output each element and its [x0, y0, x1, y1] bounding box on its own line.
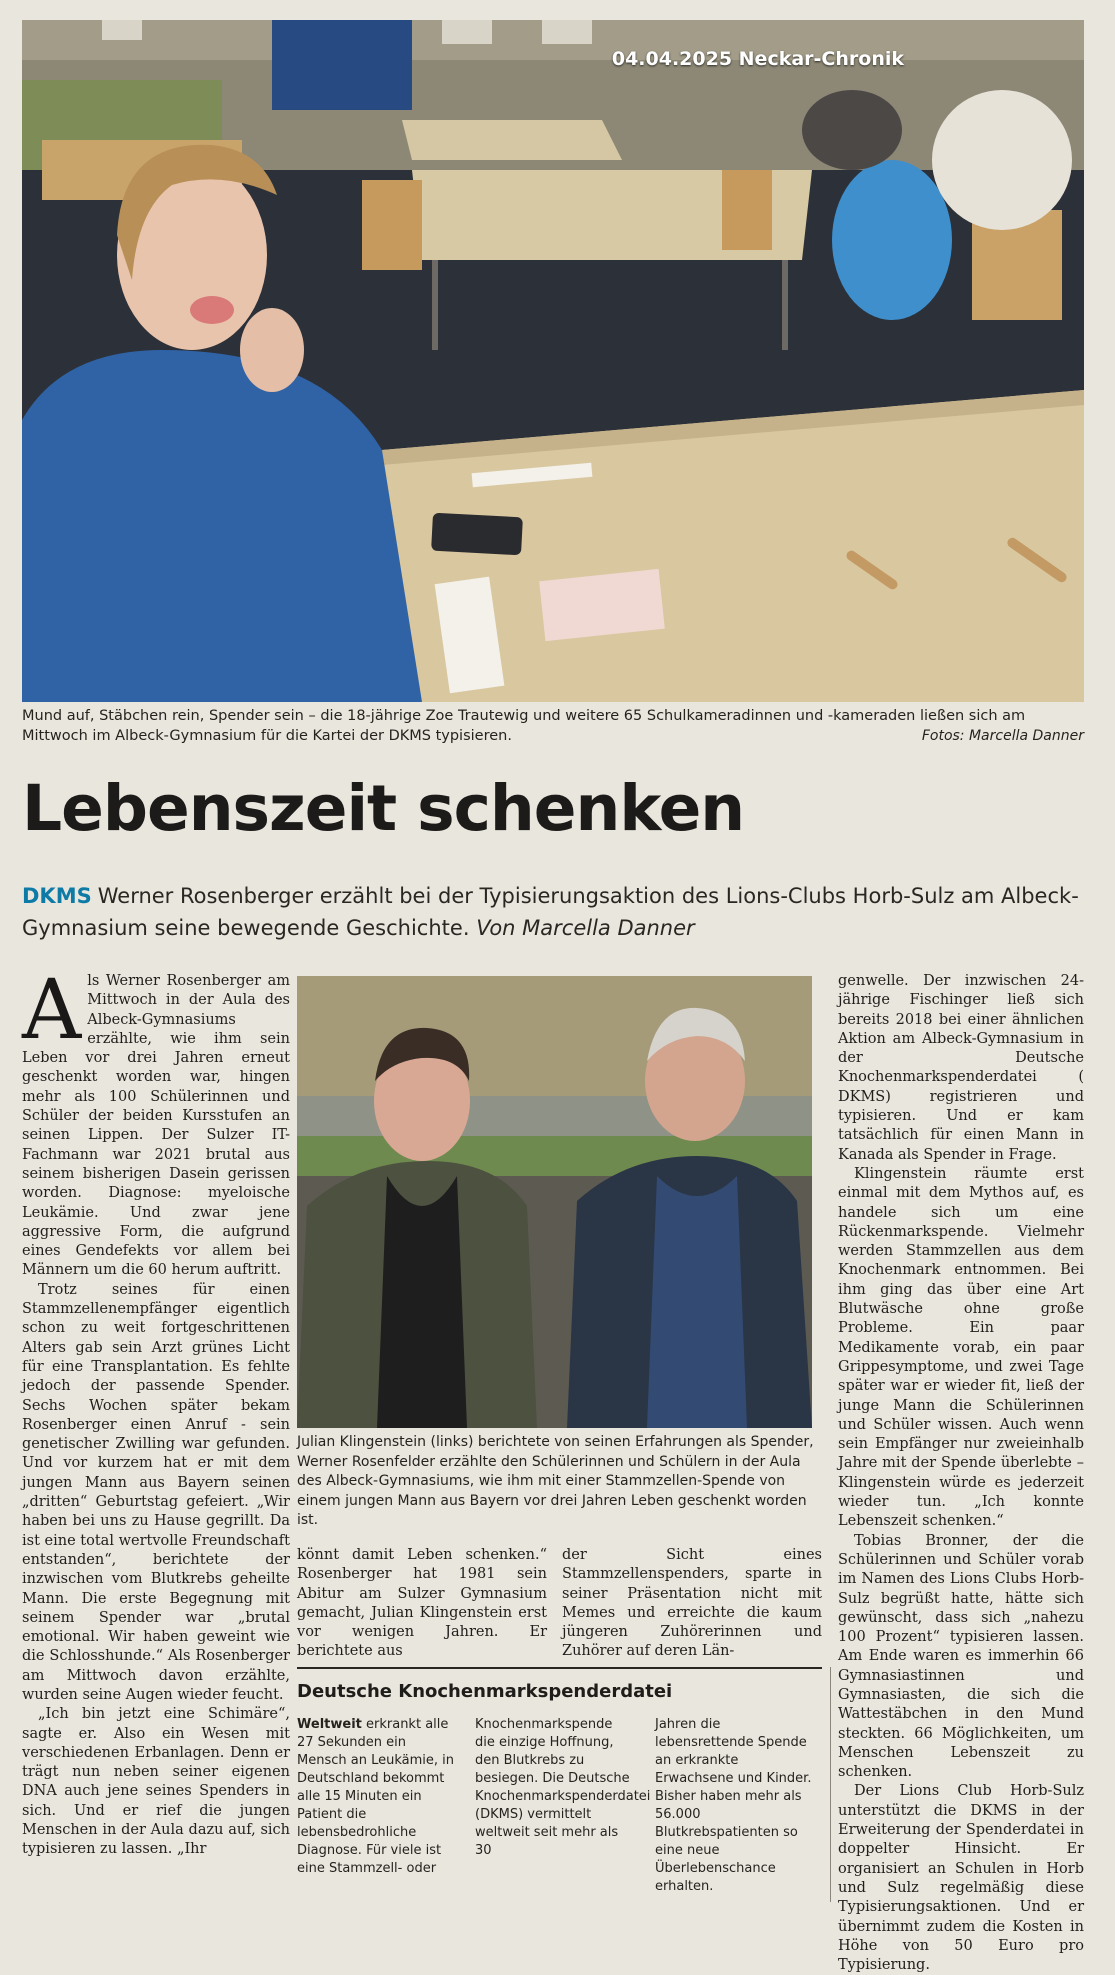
paragraph: Der Lions Club Horb-Sulz unterstützt die DKMS in der Erweiterung der Spenderdatei in doppelter Hinsicht. Er organisiert an Schulen in Horb und Sulz regelmäßig diese Typisierungsaktionen. Und er übernimmt zudem die Kosten in Höhe von 50 Euro pro Typisierung. — [838, 1783, 1084, 1974]
subhead-author: Von Marcella Danner — [476, 916, 695, 940]
paragraph: könnt damit Leben schenken.“ Rosenberger hat 1981 sein Abitur am Sulzer Gymnasium gemacht, Julian Klingenstein erst vor wenigen Jahren. Er berichtete aus — [297, 1547, 547, 1660]
portrait-photo — [297, 976, 812, 1428]
body-column-4 — [838, 972, 1084, 1974]
paragraph: genwelle. Der inzwischen 24-jährige Fischinger ließ sich bereits 2018 bei einer ähnlichen Aktion am Albeck-Gymnasium in der Deutsche Knochenmarkspenderdatei ( DKMS) registrieren und typisieren. Und er kam tatsächlich für einen Mann in Kanada als Spender in Frage. — [838, 973, 1084, 1163]
classroom-photo-illustration — [22, 20, 1084, 702]
column-rule — [830, 1667, 831, 1902]
body-column-3 — [562, 1546, 822, 1666]
paragraph: der Sicht eines Stammzellenspenders, sparte in seiner Präsentation nicht mit Memes und erreichte die kaum jüngeren Zuhörerinnen und Zuhörer auf deren Län- — [562, 1547, 822, 1660]
hero-photo — [22, 20, 1084, 702]
info-box-title: Deutsche Knochenmarkspenderdatei — [297, 1681, 673, 1702]
photo-credit: Fotos: Marcella Danner — [921, 728, 1084, 744]
info-column-3: Jahren die lebensrettende Spende an erkrankte Erwachsene und Kinder. Bisher haben mehr als 56.000 Blutkrebspatienten so eine neue Überlebenschance erhalten. — [655, 1717, 812, 1894]
paragraph: Tobias Bronner, der die Schülerinnen und Schüler vorab im Namen des Lions Clubs Horb-Sulz begrüßt hatte, hätte sich gewünscht, dass sich „nahezu 100 Prozent“ typisieren lassen. Am Ende waren es immerhin 66 Gymnasiastinnen und Gymnasiasten, die sich die Wattestäbchen in den Mund steckten. 66 Möglichkeiten, um Menschen Lebenszeit zu schenken. — [838, 1532, 1084, 1781]
photo-caption — [22, 706, 1084, 746]
paragraph: Klingenstein räumte erst einmal mit dem Mythos auf, es handele sich um eine Rückenmarkspende. Vielmehr werden Stammzellen aus dem Knochenmark entnommen. Bei ihm ging das über eine Art Blutwäsche ohne große Probleme. Ein paar Medikamente vorab, ein paar Grippesymptome, und zwei Tage später war er wieder fit, ließ der junge Mann die Schülerinnen und Schüler wissen. Auch wenn sein Empfänger nur zweieinhalb Jahre mit der Spende überlebte – Klingenstein würde es jederzeit wieder tun. „Ich konnte Lebenszeit schenken.“ — [838, 1165, 1084, 1530]
portrait-caption: Julian Klingenstein (links) berichtete von seinen Erfahrungen als Spender, Werner Rosenfelder erzählte den Schülerinnen und Schülern in der Aula des Albeck-Gymnasiums, wie ihm mit einer Stammzellen-Spende von einem jungen Mann aus Bayern vor drei Jahren Leben geschenkt worden ist. — [297, 1434, 814, 1528]
date-source-stamp: 04.04.2025 Neckar-Chronik — [611, 48, 904, 70]
drop-cap: A — [22, 963, 82, 1058]
paragraph: Trotz seines für einen Stammzellenempfänger eigentlich schon zu weit fortgeschrittenen Alters gab sein Arzt grünes Licht für eine Transplantation. Es fehlte jedoch der passende Spender. Sechs Wochen später bekam Rosenberger einen Anruf - sein genetischer Zwilling war gefunden. Und vor kurzem hat er mit dem jungen Mann aus Bayern seinen „dritten“ Geburtstag gefeiert. „Wir haben bei uns zu Hause gegrillt. Da ist eine total wertvolle Freundschaft entstanden“, berichtete der inzwischen vom Blutkrebs geheilte Mann. Die erste Begegnung mit seinem Spender war „brutal emotional. Wir haben geweint wie die Schlosshunde.“ Als Rosenberger am Mittwoch davon erzählte, wurden seine Augen wieder feucht. — [22, 1281, 290, 1703]
photo-caption-text: Mund auf, Stäbchen rein, Spender sein – die 18-jährige Zoe Trautewig und weitere 65 Schulkameradinnen und -kameraden ließen sich am Mittwoch im Albeck-Gymnasium für die Kartei der DKMS typisieren. — [22, 708, 1026, 744]
two-men-photo-illustration — [297, 976, 812, 1428]
paragraph: „Ich bin jetzt eine Schimäre“, sagte er. Also ein Wesen mit verschiedenen Erbanlagen. Denn er trägt nun neben seiner eigenen DNA auch jene seines Spenders in sich. Und er rief die jungen Menschen in der Aula dazu auf, sich typisieren zu lassen. „Ihr — [22, 1706, 290, 1858]
info-column-1: Weltweit erkrankt alle 27 Sekunden ein Mensch an Leukämie, in Deutschland bekommt alle 15 Minuten ein Patient die lebensbedrohliche Diagnose. Für viele ist eine Stammzell- oder — [297, 1717, 454, 1876]
body-column-1 — [22, 963, 290, 1902]
info-box — [297, 1667, 822, 1904]
info-column-2: Knochenmarkspende die einzige Hoffnung, den Blutkrebs zu besiegen. Die Deutsche Knochenmarkspenderdatei (DKMS) vermittelt weltweit seit mehr als 30 — [475, 1717, 651, 1858]
paragraph: Als Werner Rosenberger am Mittwoch in der Aula des Albeck-Gymnasiums erzählte, wie ihm sein Leben vor drei Jahren erneut geschenkt worden war, hingen mehr als 100 Schülerinnen und Schüler der beiden Kursstufen an seinen Lippen. Der Sulzer IT-Fachmann war 2021 brutal aus seinem bisherigen Dasein gerissen worden. Diagnose: myeloische Leukämie. Und zwar jene aggressive Form, die aufgrund eines Gendefekts vor allem bei Männern um die 60 herum auftritt. — [22, 963, 290, 1279]
body-column-2 — [297, 1546, 547, 1666]
subhead-text: Werner Rosenberger erzählt bei der Typisierungsaktion des Lions-Clubs Horb-Sulz am Albeck-Gymnasium seine bewegende Geschichte. — [22, 884, 1079, 940]
article-subhead — [22, 880, 1084, 944]
info-lead: Weltweit — [297, 1717, 362, 1732]
subhead-kicker: DKMS — [22, 884, 92, 908]
article-headline: Lebenszeit schenken — [22, 772, 745, 845]
